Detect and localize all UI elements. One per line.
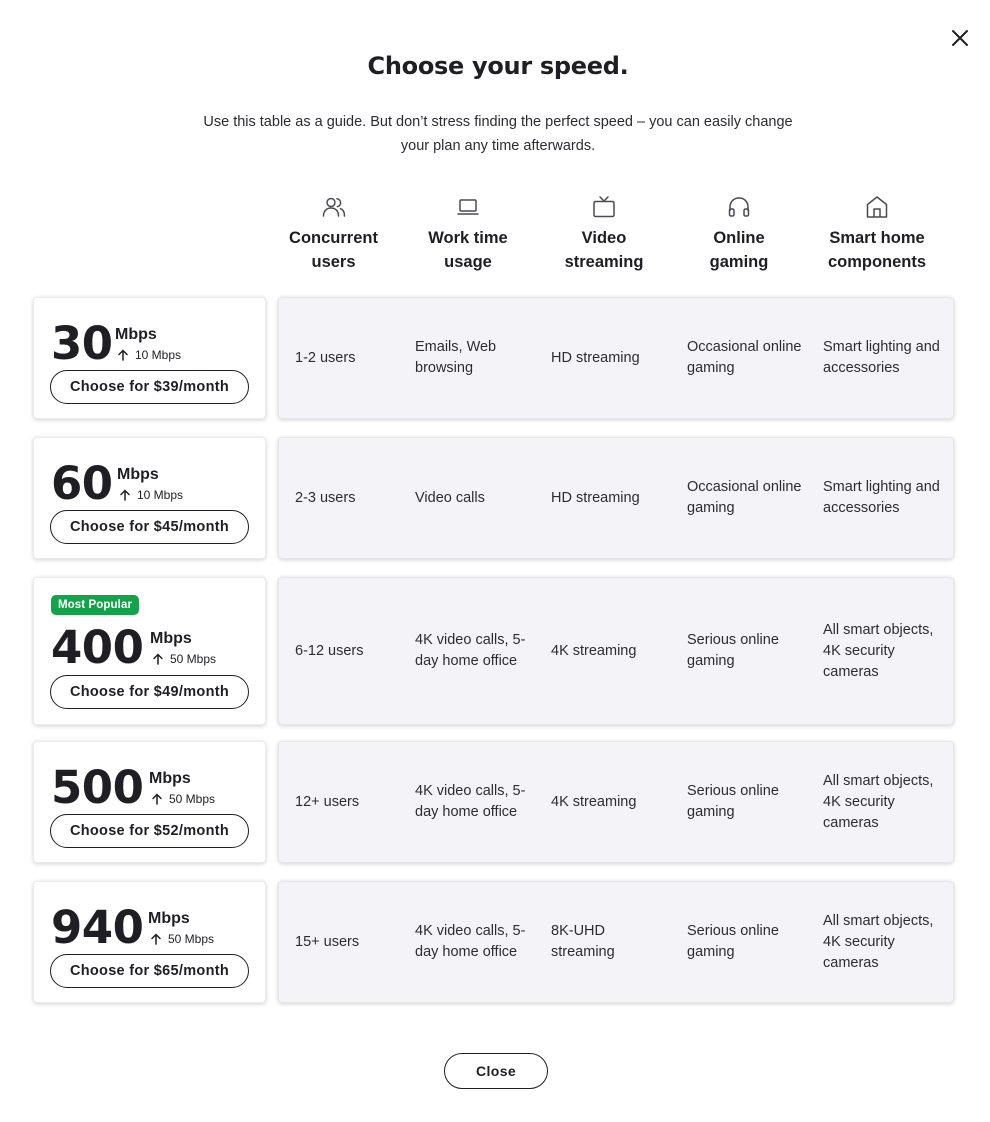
arrow-up-icon: [150, 933, 162, 945]
choose-plan-400-button[interactable]: Choose for $49/month: [50, 675, 249, 709]
plan-unit-block: [117, 466, 183, 503]
feature-online-gaming: Serious online gaming: [687, 923, 779, 960]
column-header-label: Online gaming: [709, 229, 769, 271]
plan-row-500: [33, 741, 954, 863]
column-header-label: Work time usage: [428, 229, 508, 271]
upload-speed: [115, 347, 181, 363]
upload-speed: [150, 651, 216, 667]
feature-concurrent-users: 2-3 users: [295, 490, 356, 506]
column-headers: [266, 194, 956, 274]
plan-unit: Mbps: [149, 770, 191, 787]
column-header-label: Smart home components: [827, 229, 927, 271]
upload-speed: [148, 931, 214, 947]
plan-unit-block: [150, 630, 216, 667]
feature-video-streaming: 4K streaming: [551, 643, 637, 659]
plan-features: [278, 741, 954, 863]
most-popular-badge: Most Popular: [51, 595, 139, 615]
arrow-up-icon: [151, 793, 163, 805]
plan-row-60: [33, 437, 954, 559]
column-header-label: Video streaming: [564, 229, 644, 271]
feature-smart-home: All smart objects, 4K security cameras: [823, 913, 934, 971]
plan-speed: 60: [51, 457, 113, 510]
feature-video-streaming: 4K streaming: [551, 794, 637, 810]
plan-speed: 30: [51, 317, 113, 370]
plan-unit: Mbps: [117, 466, 159, 483]
dialog-title: Choose your speed.: [367, 52, 629, 80]
feature-work-time: Video calls: [415, 490, 485, 506]
close-button[interactable]: Close: [444, 1053, 548, 1089]
feature-online-gaming: Occasional online gaming: [687, 339, 802, 376]
feature-video-streaming: 8K-UHD streaming: [551, 923, 615, 960]
upload-speed-value: 10 Mbps: [135, 348, 182, 362]
feature-work-time: Emails, Web browsing: [415, 339, 497, 376]
feature-concurrent-users: 1-2 users: [295, 350, 356, 366]
plan-row-400: [33, 577, 954, 725]
plan-unit: Mbps: [150, 630, 192, 647]
upload-speed: [149, 791, 215, 807]
headphones-icon: [726, 194, 752, 220]
plan-card: [33, 881, 266, 1003]
plan-features: [278, 881, 954, 1003]
close-icon[interactable]: [946, 24, 974, 52]
plan-card: [33, 577, 266, 725]
choose-plan-500-button[interactable]: Choose for $52/month: [50, 814, 249, 848]
plan-unit-block: [148, 910, 214, 947]
feature-work-time: 4K video calls, 5-day home office: [415, 632, 526, 669]
upload-speed-value: 10 Mbps: [137, 488, 184, 502]
feature-online-gaming: Serious online gaming: [687, 632, 779, 669]
feature-smart-home: All smart objects, 4K security cameras: [823, 773, 934, 831]
arrow-up-icon: [117, 349, 129, 361]
upload-speed: [117, 487, 183, 503]
feature-smart-home: Smart lighting and accessories: [823, 339, 940, 376]
plan-features: [278, 297, 954, 419]
home-icon: [864, 194, 890, 220]
feature-video-streaming: HD streaming: [551, 350, 640, 366]
column-header-smart-home: [822, 194, 932, 274]
plan-row-940: [33, 881, 954, 1003]
feature-work-time: 4K video calls, 5-day home office: [415, 783, 526, 820]
upload-speed-value: 50 Mbps: [168, 932, 215, 946]
plan-features: [278, 437, 954, 559]
choose-plan-30-button[interactable]: Choose for $39/month: [50, 370, 249, 404]
feature-work-time: 4K video calls, 5-day home office: [415, 923, 526, 960]
feature-concurrent-users: 12+ users: [295, 794, 360, 810]
plan-unit-block: [115, 326, 181, 363]
plan-unit: Mbps: [115, 326, 157, 343]
feature-smart-home: Smart lighting and accessories: [823, 479, 940, 516]
plan-card: [33, 297, 266, 419]
column-header-video-streaming: [554, 194, 654, 274]
feature-online-gaming: Serious online gaming: [687, 783, 779, 820]
choose-plan-60-button[interactable]: Choose for $45/month: [50, 510, 249, 544]
plan-speed: 500: [51, 761, 144, 814]
plan-card: [33, 437, 266, 559]
upload-speed-value: 50 Mbps: [169, 792, 216, 806]
users-icon: [321, 194, 347, 220]
column-header-concurrent-users: [281, 194, 386, 274]
feature-online-gaming: Occasional online gaming: [687, 479, 802, 516]
feature-concurrent-users: 6-12 users: [295, 643, 364, 659]
arrow-up-icon: [119, 489, 131, 501]
arrow-up-icon: [152, 653, 164, 665]
column-header-label: Concurrent users: [289, 229, 378, 271]
feature-smart-home: All smart objects, 4K security cameras: [823, 622, 934, 680]
plan-row-30: [33, 297, 954, 419]
dialog-subtitle: Use this table as a guide. But don’t stress finding the perfect speed – you can easily change your plan any time afterwards.: [203, 114, 793, 154]
plan-features: [278, 577, 954, 725]
column-header-online-gaming: [689, 194, 789, 274]
plan-speed: 940: [51, 901, 144, 954]
tv-icon: [591, 194, 617, 220]
plan-card: [33, 741, 266, 863]
plan-speed: 400: [51, 621, 144, 674]
laptop-icon: [455, 194, 481, 220]
choose-plan-940-button[interactable]: Choose for $65/month: [50, 954, 249, 988]
column-header-work-time: [414, 194, 522, 274]
upload-speed-value: 50 Mbps: [170, 652, 217, 666]
plan-unit-block: [149, 770, 215, 807]
plan-unit: Mbps: [148, 910, 190, 927]
feature-video-streaming: HD streaming: [551, 490, 640, 506]
feature-concurrent-users: 15+ users: [295, 934, 360, 950]
